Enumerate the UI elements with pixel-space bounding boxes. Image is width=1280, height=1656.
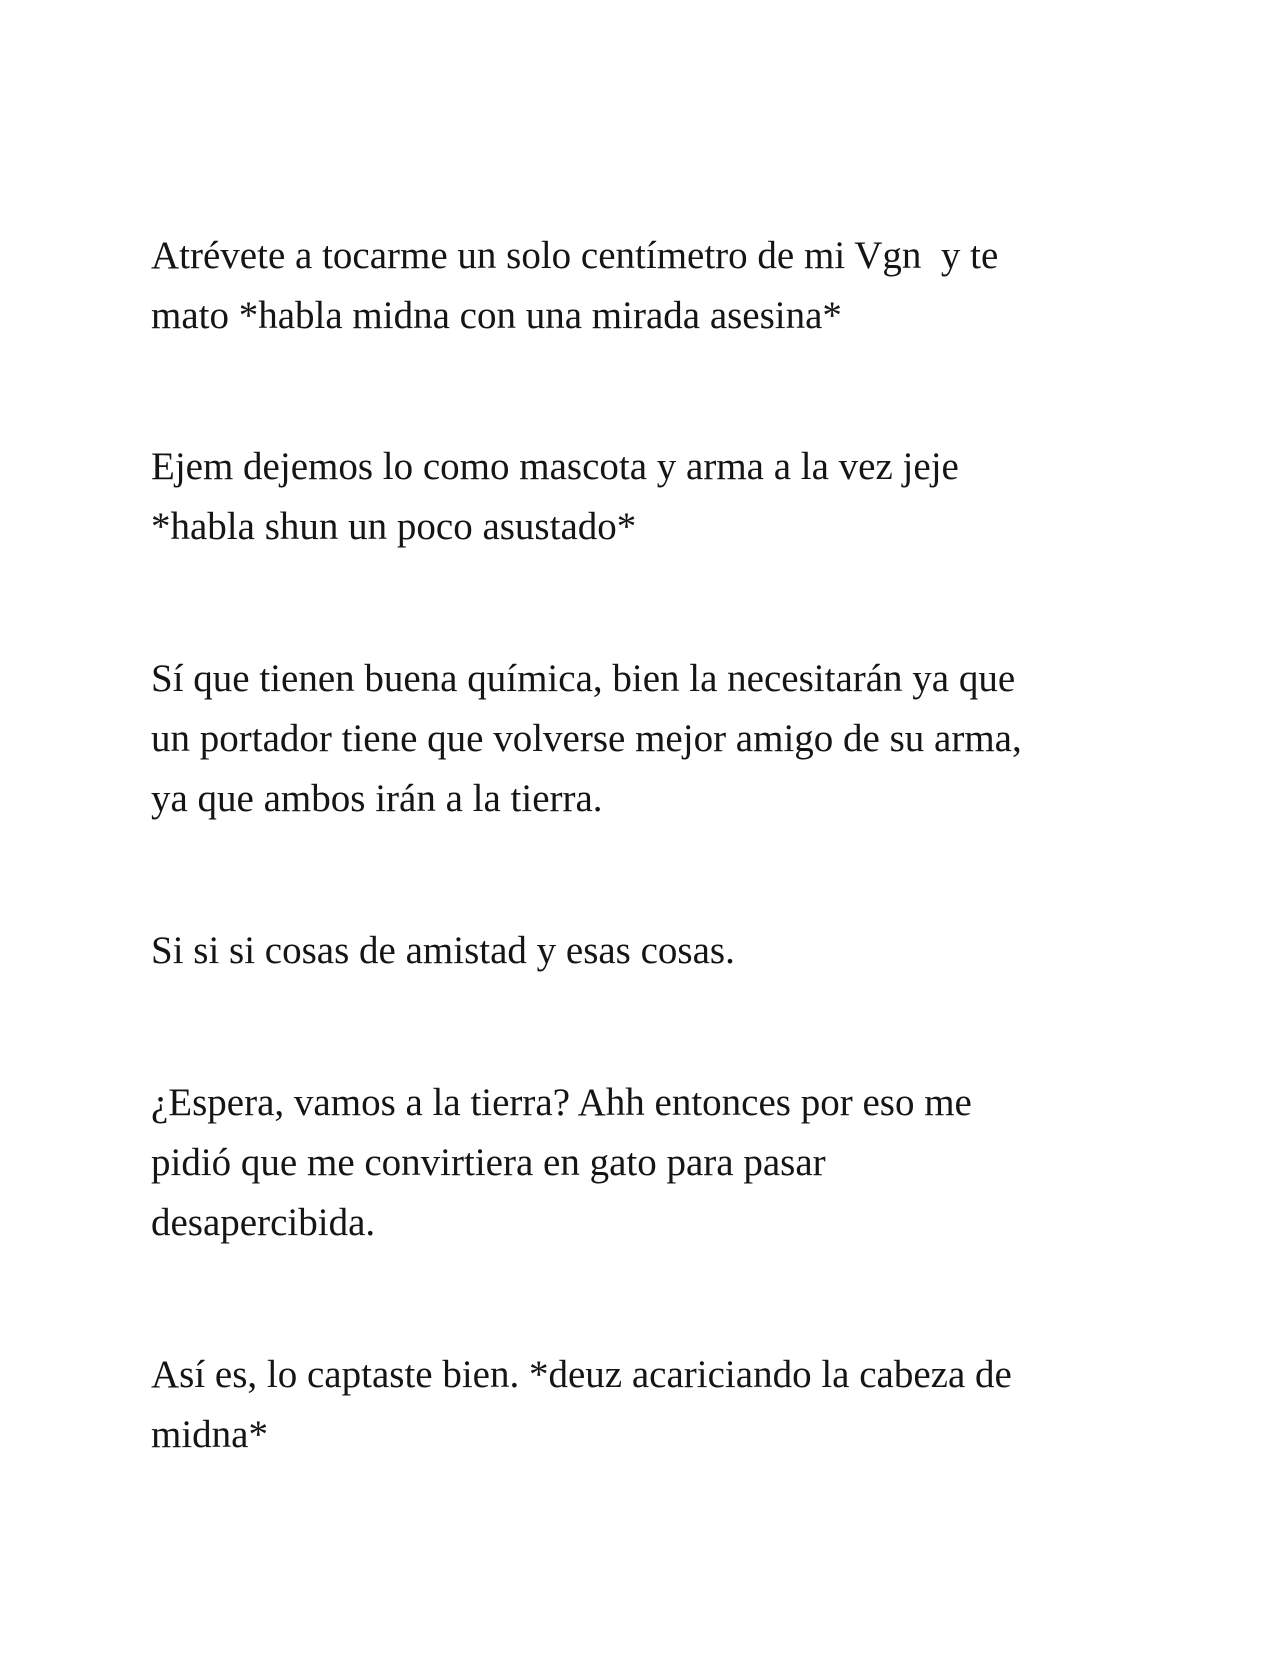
paragraph-line: *habla shun un poco asustado*: [151, 505, 637, 548]
paragraph-5: [151, 1073, 1151, 1253]
paragraph-4: [151, 921, 1151, 981]
paragraph-line: desapercibida.: [151, 1201, 376, 1244]
paragraph-line: Así es, lo captaste bien. *deuz acariciando la cabeza de: [151, 1353, 1012, 1396]
paragraph-line: Atrévete a tocarme un solo centímetro de mi Vgn y te: [151, 234, 999, 277]
paragraph-line: pidió que me convirtiera en gato para pasar: [151, 1141, 826, 1184]
paragraph-line: ya que ambos irán a la tierra.: [151, 777, 603, 820]
paragraph-6: [151, 1345, 1151, 1465]
paragraph-line: un portador tiene que volverse mejor amigo de su arma,: [151, 717, 1022, 760]
paragraph-line: midna*: [151, 1413, 268, 1456]
paragraph-line: ¿Espera, vamos a la tierra? Ahh entonces por eso me: [151, 1081, 972, 1124]
paragraph-2: [151, 437, 1151, 557]
paragraph-1: [151, 226, 1151, 346]
paragraph-line: Ejem dejemos lo como mascota y arma a la vez jeje: [151, 445, 959, 488]
paragraph-3: [151, 649, 1151, 829]
paragraph-line: mato *habla midna con una mirada asesina*: [151, 294, 842, 337]
paragraph-line: Sí que tienen buena química, bien la necesitarán ya que: [151, 657, 1016, 700]
paragraph-line: Si si si cosas de amistad y esas cosas.: [151, 929, 735, 972]
